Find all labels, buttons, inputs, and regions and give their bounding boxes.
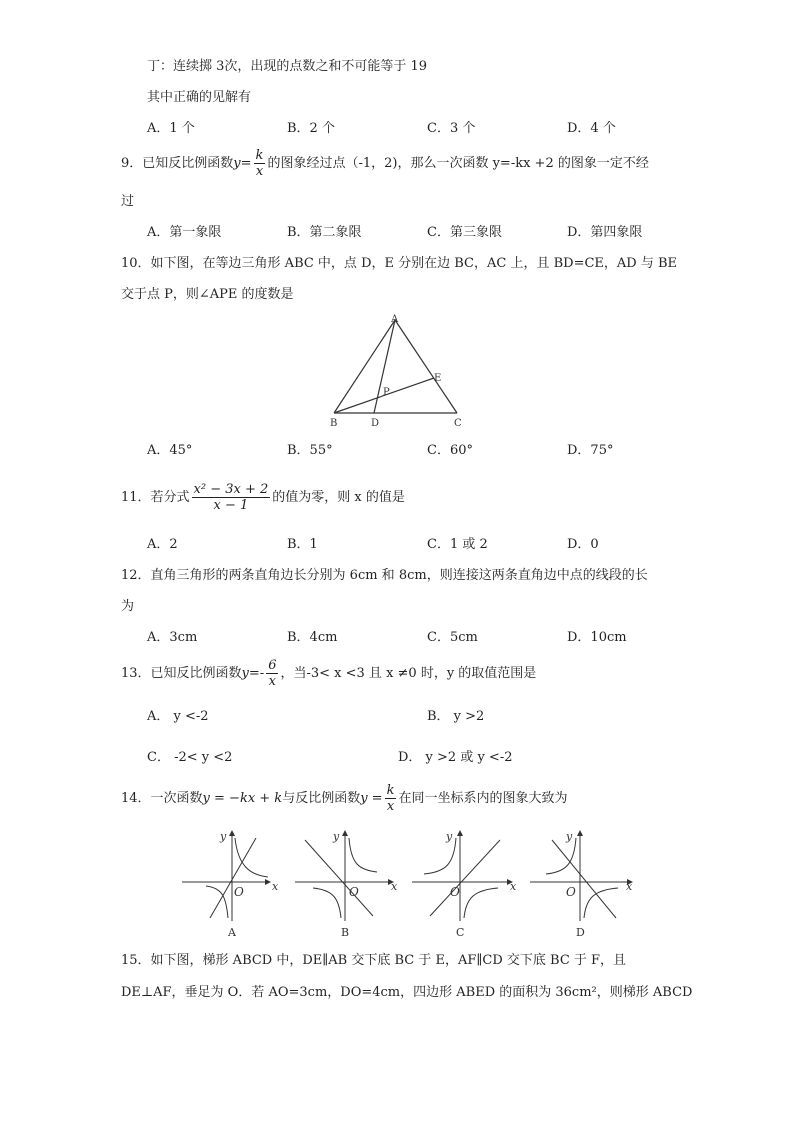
q11-post: 的值为零，则 x 的值是: [272, 490, 405, 505]
q15-line1: 15．如下图，梯形 ABCD 中，DE∥AB 交下底 BC 于 E，AF∥CD 交下底 BC 于 F，且: [121, 953, 627, 968]
hyperbola-q2: [424, 838, 456, 874]
q11-denominator: x − 1: [213, 498, 249, 513]
q13-numerator: 6: [268, 658, 277, 673]
q14-fraction: [385, 783, 397, 814]
q14-linear: y = −kx + k: [202, 791, 283, 806]
q11-stem: [121, 480, 405, 516]
q10-option-a: A．45°: [147, 443, 193, 458]
q13-option-b: B． y >2: [427, 709, 485, 724]
line-graph: [552, 840, 616, 918]
q13-option-c: C． -2< y <2: [147, 750, 233, 765]
q11-fraction: [192, 482, 271, 513]
graph-letter-a: A: [228, 926, 236, 938]
q10-option-b: B．55°: [287, 443, 333, 458]
q15-line2: DE⊥AF，垂足为 O．若 AO=3cm，DO=4cm，四边形 ABED 的面积为 36cm²，则梯形 ABCD: [121, 985, 693, 1000]
label-p: P: [383, 387, 390, 398]
origin-label: O: [234, 885, 244, 899]
hyperbola-q2: [546, 838, 576, 874]
label-a: A: [391, 314, 399, 325]
y-label: y: [333, 830, 340, 843]
q13-pre: 13．已知反比例函数: [121, 666, 242, 681]
q11-numerator: x² − 3x + 2: [193, 482, 269, 497]
q9-option-c: C．第三象限: [427, 225, 502, 240]
q12-option-a: A．3cm: [147, 630, 198, 645]
q10-line2: 交于点 P，则∠APE 的度数是: [121, 287, 294, 302]
hyperbola-q4: [464, 888, 498, 918]
line-graph: [430, 840, 500, 916]
q14-graph-b: [295, 826, 407, 938]
q13-fraction: [266, 658, 278, 689]
y-label: y: [566, 830, 573, 843]
q9-y: y: [233, 156, 241, 171]
q9-continuation: 过: [121, 194, 135, 209]
origin-label: O: [450, 885, 460, 899]
q12-option-d: D．10cm: [567, 630, 627, 645]
q11-option-a: A．2: [147, 537, 178, 552]
origin-label: O: [349, 885, 359, 899]
q12-option-c: C．5cm: [427, 630, 478, 645]
q14-post: 在同一坐标系内的图象大致为: [398, 791, 568, 806]
label-d: D: [371, 418, 380, 429]
side-ca: [395, 320, 457, 413]
q14-denominator: x: [386, 799, 395, 814]
q13-y: y: [241, 666, 249, 681]
hyperbola-q1: [349, 838, 377, 872]
graph-letter-b: B: [341, 926, 350, 938]
q9-option-d: D．第四象限: [567, 225, 643, 240]
q14-y: y =: [360, 791, 383, 806]
q14-pre: 14．一次函数: [121, 791, 203, 806]
y-label: y: [220, 830, 227, 843]
line-graph: [210, 838, 256, 918]
hyperbola-q3: [313, 888, 341, 918]
line-graph: [305, 840, 373, 916]
x-label: x: [626, 880, 633, 893]
q11-option-c: C．1 或 2: [427, 537, 488, 552]
q13-stem: [121, 656, 536, 692]
q13-denominator: x: [268, 674, 277, 689]
q13-option-d: D． y >2 或 y <-2: [398, 750, 513, 765]
q8-option-a: A．1 个: [147, 121, 195, 136]
q14-graph-a: [182, 826, 294, 938]
hyperbola-q1: [235, 838, 268, 877]
q9-option-b: B．第二象限: [287, 225, 362, 240]
x-label: x: [510, 880, 517, 893]
q8-option-d: D．4 个: [567, 121, 616, 136]
q9-fraction: [254, 148, 266, 179]
q9-option-a: A．第一象限: [147, 225, 222, 240]
x-label: x: [272, 880, 279, 893]
q13-eq: =-: [248, 666, 265, 681]
q9-denominator: x: [255, 164, 264, 179]
q12-option-b: B．4cm: [287, 630, 338, 645]
q8-option-c: C．3 个: [427, 121, 476, 136]
x-label: x: [391, 880, 398, 893]
label-e: E: [434, 373, 442, 384]
q10-line1: 10．如下图，在等边三角形 ABC 中，点 D，E 分别在边 BC，AC 上，且 BD=CE，AD 与 BE: [121, 256, 678, 271]
y-label: y: [446, 830, 453, 843]
q8-ding-statement: 丁：连续掷 3次，出现的点数之和不可能等于 19: [147, 59, 428, 74]
graph-letter-d: D: [576, 926, 585, 938]
label-c: C: [454, 418, 462, 429]
q9-post: 的图象经过点（-1，2)，那么一次函数 y=-kx +2 的图象一定不经: [267, 156, 649, 171]
q8-prompt: 其中正确的见解有: [147, 90, 252, 105]
hyperbola-q3: [206, 886, 228, 918]
q14-mid: 与反比例函数: [282, 791, 361, 806]
q9-numerator: k: [255, 148, 264, 163]
q13-post: ，当-3< x <3 且 x ≠0 时，y 的取值范围是: [280, 666, 537, 681]
graph-letter-c: C: [456, 926, 465, 938]
q10-option-c: C．60°: [427, 443, 473, 458]
q11-pre: 11．若分式: [121, 490, 190, 505]
q11-option-b: B．1: [287, 537, 318, 552]
q13-option-a: A． y <-2: [147, 709, 209, 724]
label-b: B: [330, 418, 338, 429]
q9-pre: 9．已知反比例函数: [121, 156, 234, 171]
q12-line2: 为: [121, 599, 135, 614]
q14-graph-d: [528, 826, 640, 938]
q9-eq: =: [240, 156, 252, 171]
q14-numerator: k: [386, 783, 395, 798]
q9-stem: [121, 146, 649, 182]
q14-graph-c: [412, 826, 524, 938]
segment-ad: [374, 320, 395, 413]
origin-label: O: [566, 885, 576, 899]
q12-line1: 12．直角三角形的两条直角边长分别为 6cm 和 8cm，则连接这两条直角边中点的线段的长: [121, 568, 648, 583]
q10-option-d: D．75°: [567, 443, 614, 458]
q11-option-d: D．0: [567, 537, 599, 552]
q8-option-b: B．2 个: [287, 121, 335, 136]
q10-triangle-figure: [326, 312, 466, 430]
q14-stem: [121, 781, 567, 817]
side-ab: [334, 320, 395, 413]
